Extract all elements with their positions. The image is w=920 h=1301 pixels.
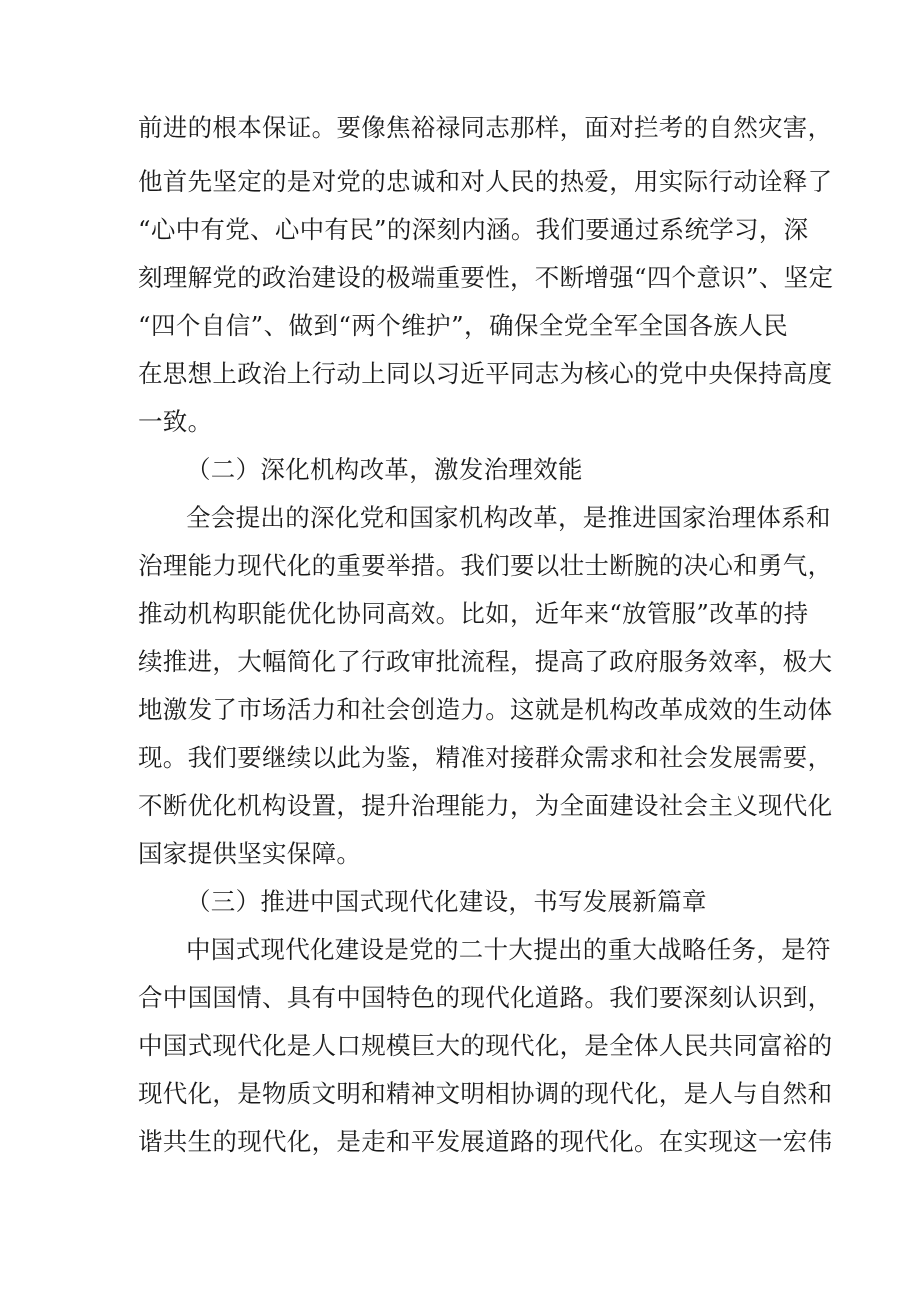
paragraph-line: 前进的根本保证。要像焦裕禄同志那样，面对拦考的自然灾害， xyxy=(138,113,833,142)
paragraph-line: “四个自信”、做到“两个维护”，确保全党全军全国各族人民 xyxy=(138,311,788,340)
paragraph-line: 治理能力现代化的重要举措。我们要以壮士断腕的决心和勇气， xyxy=(138,551,833,580)
section-heading: （三）推进中国式现代化建设，书写发展新篇章 xyxy=(186,887,707,916)
paragraph-line: 在思想上政治上行动上同以习近平同志为核心的党中央保持高度 xyxy=(138,359,833,388)
paragraph-line: 刻理解党的政治建设的极端重要性，不断增强“四个意识”、坚定 xyxy=(138,263,834,292)
paragraph-line: 现。我们要继续以此为鉴，精准对接群众需求和社会发展需要， xyxy=(138,743,833,772)
paragraph-line: 中国式现代化是人口规模巨大的现代化，是全体人民共同富裕的 xyxy=(138,1031,833,1060)
paragraph-line: 一致。 xyxy=(138,407,213,436)
paragraph-line: 中国式现代化建设是党的二十大提出的重大战略任务，是符 xyxy=(186,935,831,964)
paragraph-line: 他首先坚定的是对党的忠诚和对人民的热爱，用实际行动诠释了 xyxy=(138,167,833,196)
section-heading: （二）深化机构改革，激发治理效能 xyxy=(186,455,583,484)
paragraph-line: 国家提供坚实保障。 xyxy=(138,839,362,868)
paragraph-line: 不断优化机构设置，提升治理能力，为全面建设社会主义现代化 xyxy=(138,791,833,820)
paragraph-line: “心中有党、心中有民”的深刻内涵。我们要通过系统学习，深 xyxy=(138,215,809,244)
paragraph-line: 推动机构职能优化协同高效。比如，近年来“放管服”改革的持 xyxy=(138,599,809,628)
paragraph-line: 合中国国情、具有中国特色的现代化道路。我们要深刻认识到， xyxy=(138,983,833,1012)
paragraph-line: 现代化，是物质文明和精神文明相协调的现代化，是人与自然和 xyxy=(138,1079,833,1108)
paragraph-line: 续推进，大幅简化了行政审批流程，提高了政府服务效率，极大 xyxy=(138,647,833,676)
paragraph-line: 地激发了市场活力和社会创造力。这就是机构改革成效的生动体 xyxy=(138,695,833,724)
paragraph-line: 谐共生的现代化，是走和平发展道路的现代化。在实现这一宏伟 xyxy=(138,1127,833,1156)
paragraph-line: 全会提出的深化党和国家机构改革，是推进国家治理体系和 xyxy=(186,503,831,532)
